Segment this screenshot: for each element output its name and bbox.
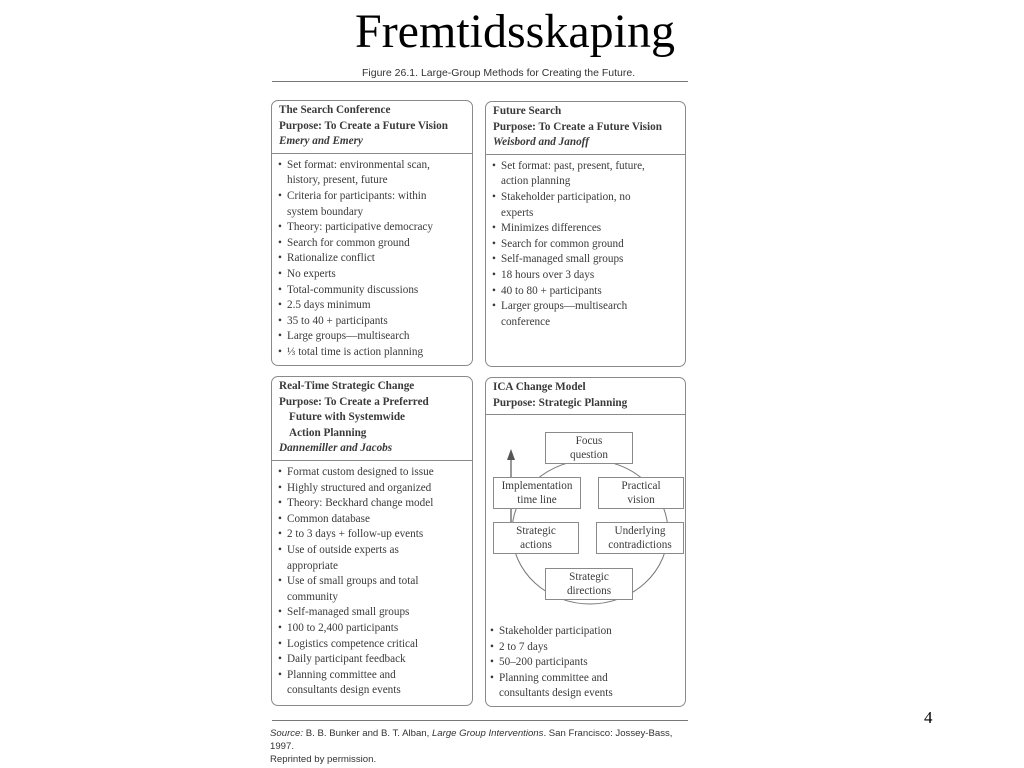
method-purpose: Purpose: Strategic Planning (493, 396, 628, 409)
method-name: ICA Change Model (493, 381, 586, 393)
list-item: • Stakeholder participation, no experts (492, 190, 681, 221)
list-item: • Theory: participative democracy (278, 220, 468, 236)
list-item: • Logistics competence critical (278, 637, 468, 653)
list-item: • Highly structured and organized (278, 481, 468, 497)
slide-title: Fremtidsskaping (355, 5, 675, 58)
list-item: • Search for common ground (278, 236, 468, 252)
list-item: • Set format: past, present, future, action planning (492, 159, 681, 190)
search-conference-box (271, 100, 473, 366)
list-item: • Criteria for participants: within system boundary (278, 189, 468, 220)
method-purpose: Purpose: To Create a Future Vision (493, 120, 662, 133)
future-search-box (485, 101, 686, 367)
cycle-step-implementation-time-line: Implementation time line (493, 477, 581, 509)
list-item: • 50–200 participants (490, 655, 685, 671)
list-item: • Self-managed small groups (492, 252, 681, 268)
scanned-figure (268, 62, 688, 765)
method-authors: Emery and Emery (279, 135, 363, 148)
method-name: Real-Time Strategic Change (279, 380, 415, 392)
list-item: • Set format: environmental scan, history, present, future (278, 158, 468, 189)
method-purpose-cont: Future with Systemwide (289, 411, 406, 424)
figure-caption: Figure 26.1. Large-Group Methods for Creating the Future. (362, 67, 636, 79)
method-authors: Dannemiller and Jacobs (279, 442, 393, 455)
list-item: • 2 to 3 days + follow-up events (278, 527, 468, 543)
list-item: • Daily participant feedback (278, 652, 468, 668)
list-item: • Common database (278, 512, 468, 528)
bullet-list (492, 159, 681, 331)
list-item: • No experts (278, 267, 468, 283)
list-item: • Planning committee and consultants design events (490, 671, 685, 702)
future-search-header (486, 102, 685, 155)
method-name: Future Search (493, 105, 562, 117)
page-number: 4 (924, 708, 933, 727)
cycle-step-strategic-actions: Strategic actions (493, 522, 579, 554)
arrow-up-icon (507, 449, 515, 460)
search-conference-header (272, 101, 472, 154)
list-item: • 40 to 80 + participants (492, 284, 681, 300)
source-citation: Source: B. B. Bunker and B. T. Alban, Large Group Interventions. San Francisco: Jossey-Bass, 1997. Reprinted by permission. (270, 728, 673, 765)
method-name: The Search Conference (279, 104, 391, 116)
list-item: • 2.5 days minimum (278, 298, 468, 314)
list-item: • Larger groups—multisearch conference (492, 299, 681, 330)
source-rule (272, 720, 688, 721)
cycle-step-strategic-directions: Strategic directions (545, 568, 633, 600)
bullet-list (278, 465, 468, 699)
ica-cycle-diagram (492, 432, 684, 610)
cycle-step-underlying-contradictions: Underlying contradictions (596, 522, 684, 554)
rtsc-header (272, 377, 472, 461)
ica-change-model-box (485, 377, 686, 707)
list-item: • ⅓ total time is action planning (278, 345, 468, 361)
list-item: • 35 to 40 + participants (278, 314, 468, 330)
list-item: • Use of outside experts as appropriate (278, 543, 468, 574)
cycle-step-focus-question: Focus question (545, 432, 633, 464)
list-item: • Search for common ground (492, 237, 681, 253)
list-item: • Total-community discussions (278, 283, 468, 299)
list-item: • 100 to 2,400 participants (278, 621, 468, 637)
list-item: • Theory: Beckhard change model (278, 496, 468, 512)
method-authors: Weisbord and Janoff (493, 136, 589, 149)
method-purpose-cont: Action Planning (289, 426, 367, 439)
list-item: • Planning committee and consultants design events (278, 668, 468, 699)
list-item: • 2 to 7 days (490, 640, 685, 656)
bullet-list (490, 624, 685, 702)
list-item: • Format custom designed to issue (278, 465, 468, 481)
list-item: • 18 hours over 3 days (492, 268, 681, 284)
list-item: • Stakeholder participation (490, 624, 685, 640)
list-item: • Self-managed small groups (278, 605, 468, 621)
list-item: • Rationalize conflict (278, 251, 468, 267)
real-time-strategic-change-box (271, 376, 473, 706)
cycle-step-practical-vision: Practical vision (598, 477, 684, 509)
ica-header (486, 378, 685, 415)
list-item: • Large groups—multisearch (278, 329, 468, 345)
method-purpose: Purpose: To Create a Preferred (279, 395, 429, 408)
caption-rule (272, 81, 688, 82)
list-item: • Use of small groups and total community (278, 574, 468, 605)
method-purpose: Purpose: To Create a Future Vision (279, 119, 448, 132)
bullet-list (278, 158, 468, 361)
list-item: • Minimizes differences (492, 221, 681, 237)
